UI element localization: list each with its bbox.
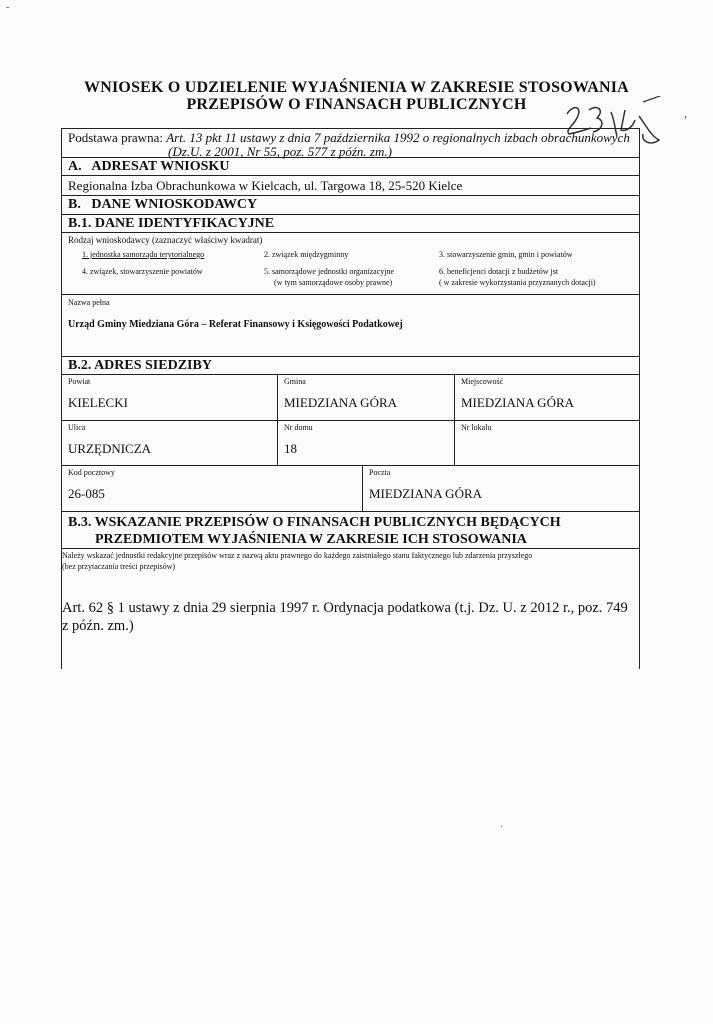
option-4[interactable]: 4. związek, stowarzyszenie powiatów [82,267,203,276]
address-row-1 [62,375,639,421]
nr-lokalu-cell [454,421,639,465]
legal-basis-label: Podstawa prawna: [68,130,163,145]
option-6-note: ( w zakresie wykorzystania przyznanych dotacji) [439,278,596,287]
legal-basis-text: Art. 13 pkt 11 ustawy z dnia 7 października 1992 o regionalnych izbach obrachunkowych [166,130,630,145]
section-b3-body [62,549,639,669]
poczta-label: Poczta [369,468,391,477]
gmina-value[interactable]: MIEDZIANA GÓRA [284,395,398,410]
section-a-body [62,176,639,196]
applicant-type-label: Rodzaj wnioskodawcy (zaznaczyć właściwy kwadrat) [68,235,263,245]
kod-cell [62,466,362,511]
nr-domu-label: Nr domu [284,423,313,432]
kod-label: Kod pocztowy [68,468,115,477]
section-a-header [62,158,639,176]
option-2[interactable]: 2. związek międzygminny [264,250,349,259]
b3-body-line1[interactable]: Art. 62 § 1 ustawy z dnia 29 sierpnia 1997 r. Ordynacja podatkowa (t.j. Dz. U. z 2012 r., poz. 749 [62,600,628,616]
powiat-label: Powiat [68,377,91,386]
section-b3-heading-line2: PRZEDMIOTEM WYJAŚNIENIA W ZAKRESIE ICH STOSOWANIA [95,532,527,547]
b3-instruction-line2: (bez przytaczania treści przepisów) [62,562,176,571]
b3-body-line2[interactable]: z późn. zm.) [62,618,134,634]
option-5-note: (w tym samorządowe osoby prawne) [274,278,393,287]
nr-lokalu-label: Nr lokalu [461,423,492,432]
legal-basis-row [62,129,639,158]
poczta-cell [362,466,639,511]
section-b2-heading: B.2. ADRES SIEDZIBY [68,358,212,373]
option-6[interactable]: 6. beneficjenci dotacji z budżetów jst [439,267,559,276]
b3-instruction-line1: Należy wskazać jednostki redakcyjne przepisów wraz z nazwą aktu prawnego do każdego zaistniałego stanu faktycznego lub zdarzenia przyszłego [62,551,533,560]
scan-mark: · [500,822,504,833]
miejscowosc-value[interactable]: MIEDZIANA GÓRA [461,395,575,410]
section-b1-heading: B.1. DANE IDENTYFIKACYJNE [68,216,275,231]
nr-domu-value[interactable]: 18 [284,441,297,456]
document-title-line2: PRZEPISÓW O FINANSACH PUBLICZNYCH [186,96,527,113]
scan-mark: ′ [684,114,688,129]
document-title-line1: WNIOSEK O UDZIELENIE WYJAŚNIENIA W ZAKRESIE STOSOWANIA [84,79,629,96]
option-5[interactable]: 5. samorządowe jednostki organizacyjne [264,267,395,276]
poczta-value[interactable]: MIEDZIANA GÓRA [369,486,483,501]
ulica-label: Ulica [68,423,86,432]
full-name-row [62,295,639,357]
address-row-3 [62,466,639,512]
gmina-cell [277,375,454,420]
miejscowosc-cell [454,375,639,420]
section-b-header [62,196,639,215]
nr-domu-cell [277,421,454,465]
section-a-heading: A. ADRESAT WNIOSKU [68,159,230,174]
kod-value[interactable]: 26-085 [68,486,105,501]
option-3[interactable]: 3. stowarzyszenie gmin, gmin i powiatów [439,250,573,259]
application-form [61,128,640,669]
section-b3-header [62,512,639,549]
section-b3-heading-line1: B.3. WSKAZANIE PRZEPISÓW O FINANSACH PUBLICZNYCH BĘDĄCYCH [68,515,561,530]
section-b2-header [62,357,639,375]
ulica-value[interactable]: URZĘDNICZA [68,441,152,456]
full-name-label: Nazwa pełna [68,298,110,307]
option-1[interactable]: 1. jednostka samorządu terytorialnego [82,250,205,259]
powiat-cell [62,375,277,420]
gmina-label: Gmina [284,377,306,386]
section-b1-header [62,215,639,233]
powiat-value[interactable]: KIELECKI [68,395,128,410]
miejscowosc-label: Miejscowość [461,377,504,386]
scan-mark: - [6,2,10,13]
legal-basis-ref: (Dz.U. z 2001, Nr 55, poz. 577 z późn. zm.) [168,144,392,159]
ulica-cell [62,421,277,465]
addressee-value: Regionalna Izba Obrachunkowa w Kielcach, ul. Targowa 18, 25-520 Kielce [68,178,463,193]
section-b-heading: B. DANE WNIOSKODAWCY [68,197,258,212]
full-name-value[interactable]: Urząd Gminy Miedziana Góra – Referat Finansowy i Księgowości Podatkowej [68,319,403,330]
address-row-2 [62,421,639,466]
applicant-type-row [62,233,639,295]
